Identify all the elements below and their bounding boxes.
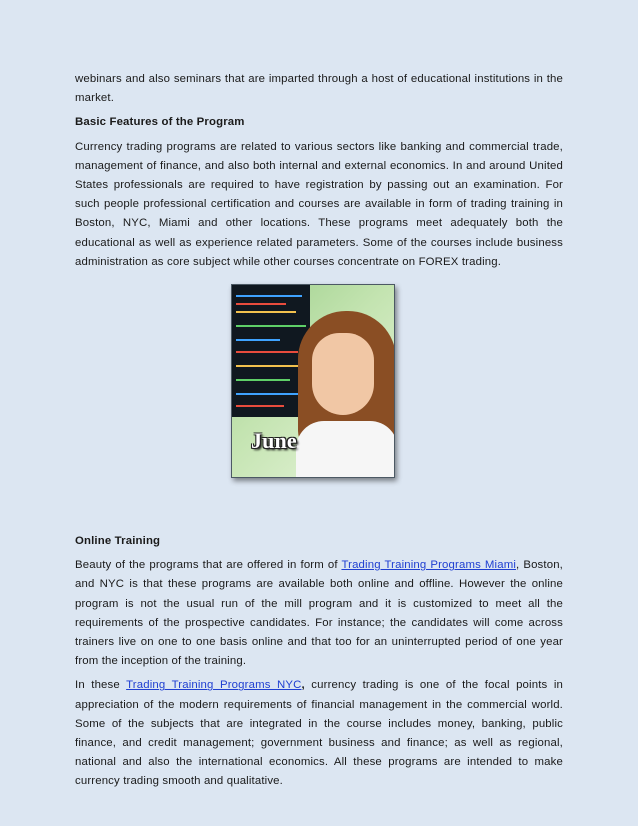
online-training-paragraph-1 <box>75 556 563 671</box>
link-trading-training-programs-nyc[interactable]: Trading Training Programs NYC <box>126 679 302 692</box>
intro-paragraph: webinars and also seminars that are imparted through a host of educational institutions in the market. <box>75 73 563 105</box>
june-photo <box>231 284 395 478</box>
online-training-paragraph-2 <box>75 676 563 791</box>
june-logo-label: June <box>251 428 297 454</box>
document-page <box>75 70 563 797</box>
p2-comma: , <box>301 679 305 692</box>
p2-text-before: In these <box>75 679 127 692</box>
link-trading-training-programs-miami[interactable]: Trading Training Programs Miami <box>341 559 517 572</box>
woman-face-shape <box>312 333 374 415</box>
heading-online-training: Online Training <box>75 535 161 548</box>
p2-text-after: currency trading is one of the focal points in appreciation of the modern requirements of financial management in the commercial world. Some of the subjects that are integrated in the course includes money, banking, public finance, and credit management; government business and finance; as well as regional, national and also the international economics. All these programs are intended to make currency trading smooth and qualitative. <box>75 679 563 788</box>
basic-features-paragraph: Currency trading programs are related to various sectors like banking and commercial trade, management of finance, and also both internal and external economics. In and around United States professionals are required to have registration by passing out an examination. For such people professional certification and courses are available in form of trading training in Boston, NYC, Miami and other locations. These programs meet adequately both the educational as well as experience related parameters. Some of the courses include business administration as core subject while other courses concentrate on FOREX trading. <box>75 140 563 268</box>
p1-text-after: , Boston, and NYC is that these programs are available both online and offline. However the online program is not the usual run of the mill program and it is customized to meet all the requirements of the prospective candidates. For instance; the candidates will come across trainers live on one to one basis online and that too for an uninterrupted period of one year from the inception of the training. <box>75 559 563 668</box>
woman-coat-shape <box>296 421 395 478</box>
heading-basic-features: Basic Features of the Program <box>75 116 245 129</box>
p1-text-before: Beauty of the programs that are offered in form of <box>75 559 342 572</box>
